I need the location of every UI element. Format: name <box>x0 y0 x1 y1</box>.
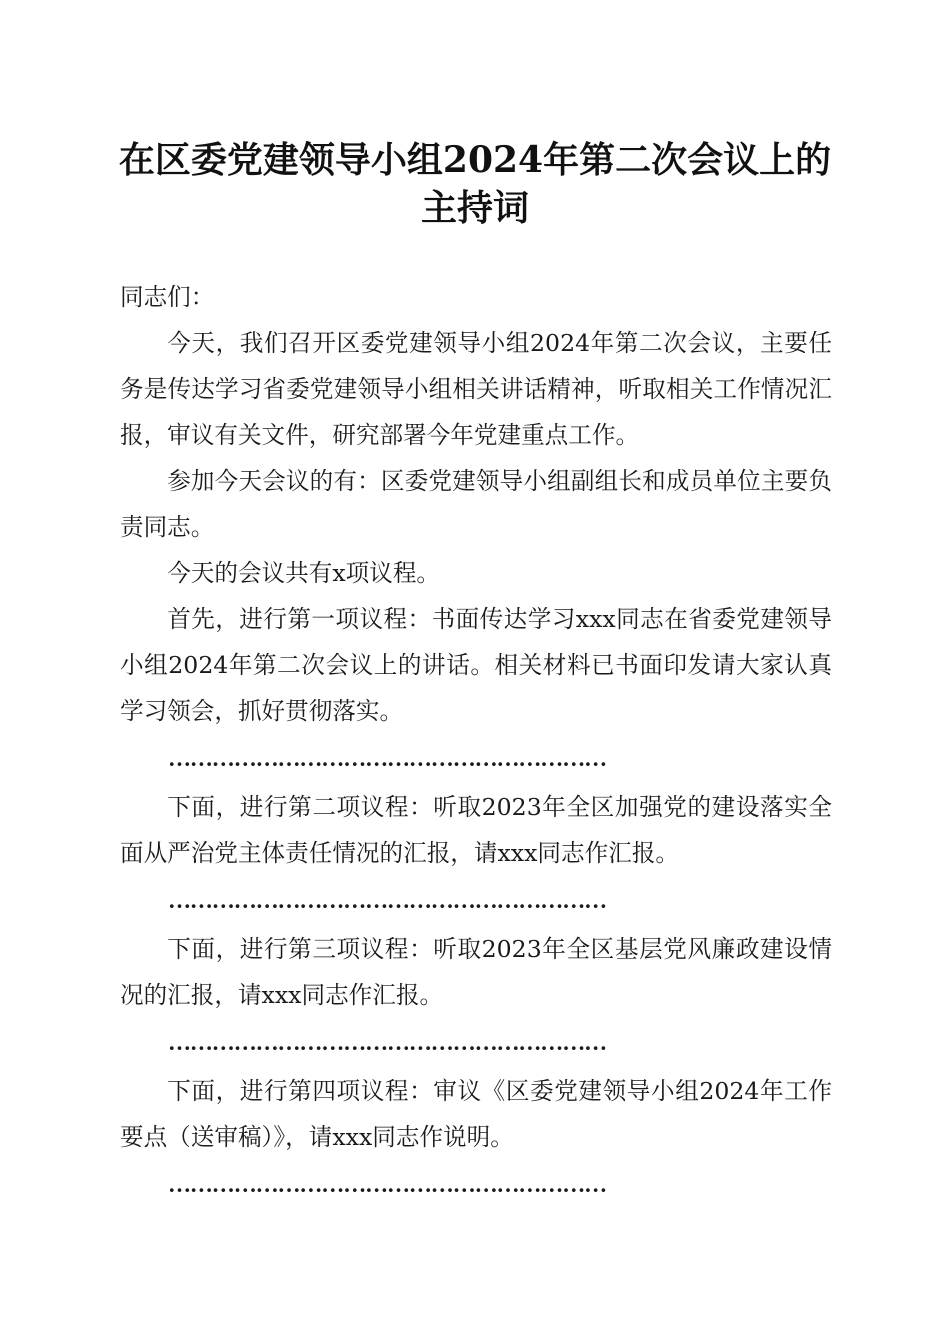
ellipsis-separator: …………………………………………………… <box>168 888 607 913</box>
paragraph-opening: 今天，我们召开区委党建领导小组2024年第二次会议，主要任务是传达学习省委党建领导小组相关讲话精神，听取相关工作情况汇报，审议有关文件，研究部署今年党建重点工作。 <box>120 329 832 449</box>
ellipsis-separator: …………………………………………………… <box>168 1172 607 1197</box>
salutation: 同志们： <box>120 283 215 311</box>
document-title-line-2: 主持词 <box>420 187 529 229</box>
paragraph-agenda-item-1: 首先，进行第一项议程：书面传达学习xxx同志在省委党建领导小组2024年第二次会议上的讲话。相关材料已书面印发请大家认真学习领会，抓好贯彻落实。 <box>120 605 832 725</box>
paragraph-agenda-count: 今天的会议共有x项议程。 <box>167 559 441 587</box>
paragraph-agenda-item-3: 下面，进行第三项议程：听取2023年全区基层党风廉政建设情况的汇报，请xxx同志作汇报。 <box>120 935 832 1009</box>
paragraph-agenda-item-4: 下面，进行第四项议程：审议《区委党建领导小组2024年工作要点（送审稿）》，请xxx同志作说明。 <box>120 1077 832 1151</box>
ellipsis-separator: …………………………………………………… <box>168 1030 607 1055</box>
paragraph-attendees: 参加今天会议的有：区委党建领导小组副组长和成员单位主要负责同志。 <box>120 467 832 541</box>
paragraph-agenda-item-2: 下面，进行第二项议程：听取2023年全区加强党的建设落实全面从严治党主体责任情况的汇报，请xxx同志作汇报。 <box>120 793 832 867</box>
ellipsis-separator: …………………………………………………… <box>168 746 607 771</box>
document-body <box>120 274 832 1208</box>
document-title-line-1: 在区委党建领导小组2024年第二次会议上的 <box>118 139 832 181</box>
